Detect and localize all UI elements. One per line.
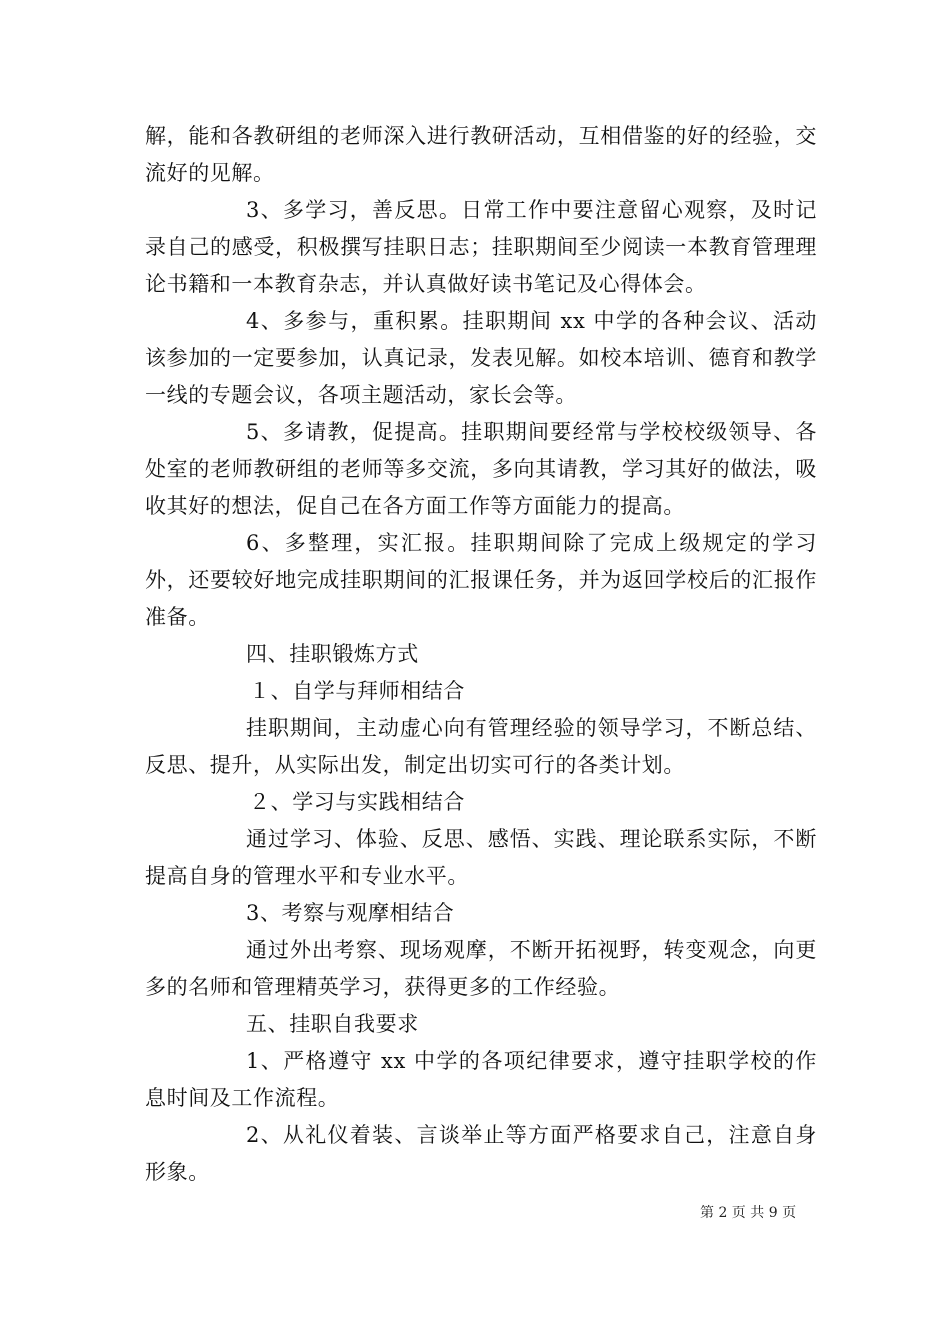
document-body xyxy=(145,118,817,1191)
paragraph-item-3: 3、多学习，善反思。日常工作中要注意留心观察，及时记录自己的感受，积极撰写挂职日志；挂职期间至少阅读一本教育管理理论书籍和一本教育杂志，并认真做好读书笔记及心得体会。 xyxy=(145,198,817,296)
paragraph-item-6: 6、多整理，实汇报。挂职期间除了完成上级规定的学习外，还要较好地完成挂职期间的汇报课任务，并为返回学校后的汇报作准备。 xyxy=(145,531,817,629)
section-heading-5: 五、挂职自我要求 xyxy=(246,1012,419,1036)
subheading-inspection: 3、考察与观摩相结合 xyxy=(246,901,455,925)
subheading-self-study: １、自学与拜师相结合 xyxy=(249,679,465,703)
paragraph-item-4: 4、多参与，重积累。挂职期间 xx 中学的各种会议、活动该参加的一定要参加，认真记录，发表见解。如校本培训、德育和教学一线的专题会议，各项主题活动，家长会等。 xyxy=(145,309,817,407)
paragraph-inspection: 通过外出考察、现场观摩，不断开拓视野，转变观念，向更多的名师和管理精英学习，获得更多的工作经验。 xyxy=(145,938,817,999)
subheading-study-practice: ２、学习与实践相结合 xyxy=(249,790,465,814)
paragraph-study-practice: 通过学习、体验、反思、感悟、实践、理论联系实际，不断提高自身的管理水平和专业水平。 xyxy=(145,827,817,888)
paragraph-item-5: 5、多请教，促提高。挂职期间要经常与学校校级领导、各处室的老师教研组的老师等多交流，多向其请教，学习其好的做法，吸收其好的想法，促自己在各方面工作等方面能力的提高。 xyxy=(145,420,817,518)
section-heading-4: 四、挂职锻炼方式 xyxy=(246,642,419,666)
paragraph-requirement-2: 2、从礼仪着装、言谈举止等方面严格要求自己，注意自身形象。 xyxy=(145,1123,817,1184)
paragraph-continuation: 解，能和各教研组的老师深入进行教研活动，互相借鉴的好的经验，交流好的见解。 xyxy=(145,124,817,185)
paragraph-self-study: 挂职期间，主动虚心向有管理经验的领导学习，不断总结、反思、提升，从实际出发，制定出切实可行的各类计划。 xyxy=(145,716,817,777)
page-number-footer: 第 2 页 共 9 页 xyxy=(700,1205,797,1221)
paragraph-requirement-1: 1、严格遵守 xx 中学的各项纪律要求，遵守挂职学校的作息时间及工作流程。 xyxy=(145,1049,817,1110)
